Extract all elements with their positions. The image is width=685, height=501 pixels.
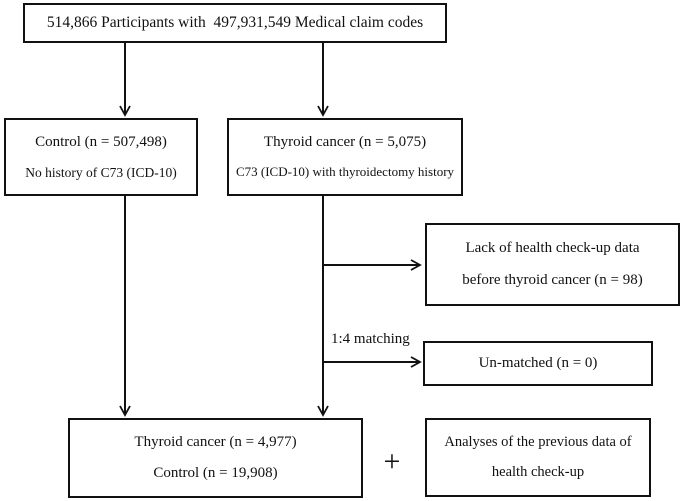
matched-cohort-box-line1: Thyroid cancer (n = 4,977) xyxy=(134,434,297,451)
unmatched-box xyxy=(423,341,653,386)
analyses-box-line1: Analyses of the previous data of xyxy=(444,434,632,451)
control-box-title: Control (n = 507,498) xyxy=(35,133,167,150)
thyroid-cancer-box xyxy=(227,118,463,196)
analyses-box xyxy=(425,418,651,497)
thyroid-cancer-box-subtitle: C73 (ICD-10) with thyroidectomy history xyxy=(235,163,455,179)
plus-sign: + xyxy=(383,445,401,478)
thyroid-cancer-box-title: Thyroid cancer (n = 5,075) xyxy=(263,134,427,151)
control-box xyxy=(4,118,198,196)
matching-ratio-label: 1:4 matching xyxy=(331,331,410,347)
lack-checkup-box-line1: Lack of health check-up data xyxy=(465,239,640,256)
unmatched-box-text: Un-matched (n = 0) xyxy=(478,354,598,371)
matched-cohort-box-line2: Control (n = 19,908) xyxy=(153,464,278,481)
matched-cohort-box xyxy=(68,418,363,498)
analyses-box-line2: health check-up xyxy=(491,464,585,480)
lack-checkup-box xyxy=(425,223,680,306)
participants-box xyxy=(23,3,447,43)
participants-box-text: 514,866 Participants with 497,931,549 Medical claim codes xyxy=(46,14,424,32)
control-box-subtitle: No history of C73 (ICD-10) xyxy=(25,164,177,180)
lack-checkup-box-line2: before thyroid cancer (n = 98) xyxy=(462,272,643,288)
